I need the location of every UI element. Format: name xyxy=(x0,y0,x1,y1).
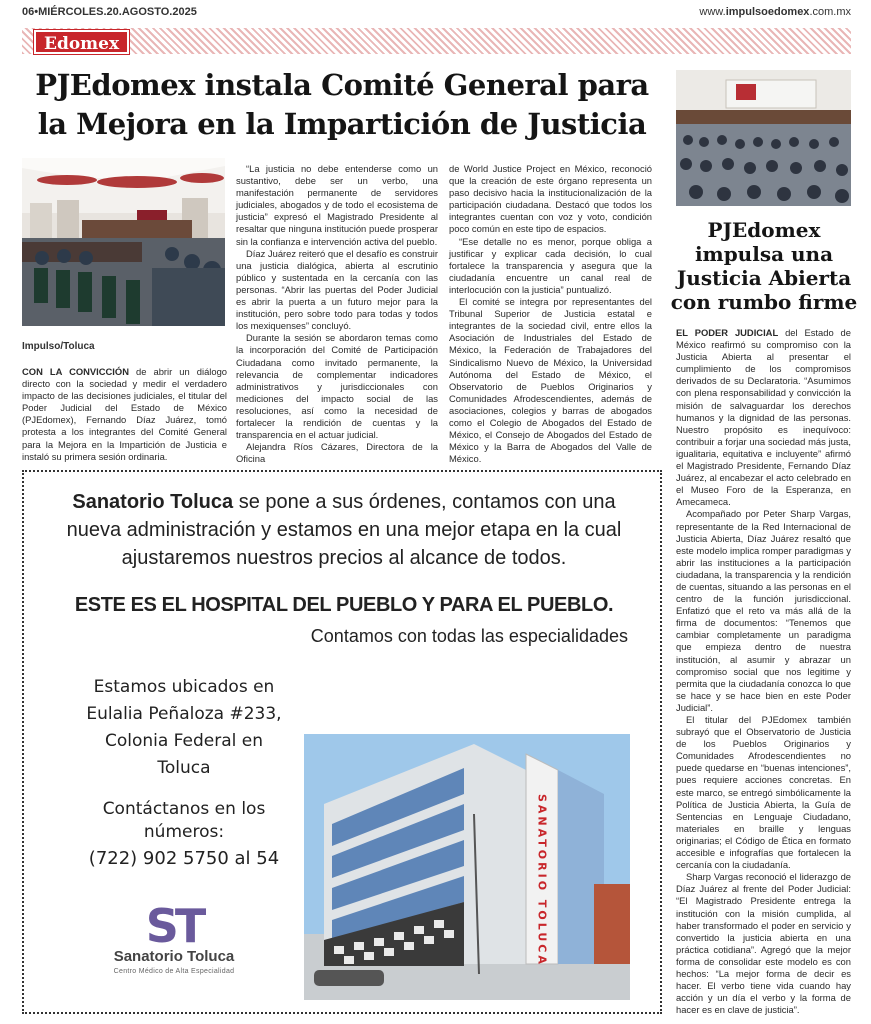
ad-contact-line: números: xyxy=(143,822,225,842)
ad-address xyxy=(54,674,314,782)
side-lead-kicker: EL PODER JUDICIAL xyxy=(676,327,779,338)
paragraph: Alejandra Ríos Cázares, Directora de la Oficina xyxy=(236,441,438,465)
ad-specialties: Contamos con todas las especialidades xyxy=(310,626,628,646)
site-url-prefix: www. xyxy=(699,6,726,18)
article-col-1 xyxy=(22,366,227,463)
main-headline: PJEdomex instala Comité General para la Mejora en la Impartición de Justicia xyxy=(35,68,649,141)
photo-caption: Impulso/Toluca xyxy=(22,341,95,352)
paragraph: Sharp Vargas reconoció el liderazgo de Díaz Juárez al frente del Poder Judicial: “El Magistrado Presidente entrega la institución con la misión cumplida, al haber transformado el poder en servicio y convertido la justicia abierta en una práctica cotidiana”. Agregó que la mejor forma de consolidar este modelo es con hechos: “La mejor forma de decir es hacer. El verbo tiene vida cuando hay acción y un día el verbo y la forma de hacer es en clave de justicia”. xyxy=(676,871,851,1016)
side-lead-text: del Estado de México reafirmó su compromiso con la Justicia Abierta al presentar el cumplimiento de los compromisos derivados de su Declaratoria. “Asumimos con plena responsabilidad y convicción la misión de salvaguardar los derechos humanos y la dignidad de las personas. Nuestro propósito es inequívoco: contribuir a forjar una sociedad más justa, igualitaria, equitativa e incluyente” afirmó el Magistrado Presidente, Fernando Díaz Juárez, al encabezar el acto celebrado en el Museo Foro de la Esperanza, en Amecameca. xyxy=(676,327,851,508)
section-band xyxy=(22,28,851,54)
article-col-2 xyxy=(236,163,438,465)
ad-contact-line: Contáctanos en los xyxy=(102,799,266,819)
ad-intro xyxy=(44,488,644,572)
ad-address-line: Eulalia Peñaloza #233, xyxy=(86,704,282,724)
ad-logo-name: Sanatorio Toluca xyxy=(113,948,235,965)
ad-intro-text: se pone a sus órdenes, contamos con una nueva administración y estamos en una mejor etapa en la cual ajustaremos nuestros precios al alcance de todos. xyxy=(66,491,622,569)
side-lead-paragraph xyxy=(676,327,851,508)
ad-address-line: Toluca xyxy=(157,758,211,778)
side-headline: PJEdomex impulsa una Justicia Abierta con rumbo firme xyxy=(670,218,858,314)
side-article-body xyxy=(676,327,851,1016)
ad-logo-subtitle: Centro Médico de Alta Especialidad xyxy=(113,968,235,975)
paragraph: El comité se integra por representantes del Tribunal Superior de Justicia estatal e integrantes de la sociedad civil, entre ellos la Asociación de Industriales del Estado de México, la Federación de Trabajadores del Sindicalismo Nuevo de México, la Universidad Autónoma del Estado de México, el Observatorio de Pueblos Originarios y Comunidades Afrodescendientes, además de asociaciones, colegios y barras de abogados como el Colegio de Abogados del Estado de México, el Consejo de Abogados del Estado de México y la Barra de Abogados del Valle de México. xyxy=(449,296,652,465)
paragraph: “La justicia no debe entenderse como un sustantivo, debe ser un verbo, una manifestación permanente de servidores judiciales, abogados y de todo el ecosistema de justicia” expresó el Magistrado Presidente al resaltar que ninguna institución puede prosperar sin la confianza e intervención activa del pueblo. xyxy=(236,163,438,247)
ad-contact xyxy=(54,798,314,844)
ad-phone[interactable]: (722) 902 5750 al 54 xyxy=(88,848,280,869)
paragraph: Díaz Juárez reiteró que el desafío es construir una justicia dialógica, abierta al escrutinio público y sustentada en la cercanía con las personas. “Abrir las puertas del Poder Judicial es abrir la puerta a un futuro mejor para la institución, pero sobre todo para todas y todos los mexiquenses” concluyó. xyxy=(236,247,438,332)
paragraph: de World Justice Project en México, reconoció que la creación de este órgano representa un paso decisivo hacia la institucionalización de la participación ciudadana. Destacó que todos los integrantes cuentan con voz y voto, condición poco común en este tipo de espacios. xyxy=(449,163,652,235)
event-photo xyxy=(676,70,851,206)
section-tag: Edomex xyxy=(34,30,129,54)
article-col-3 xyxy=(449,163,652,465)
hospital-building-photo xyxy=(304,734,630,1000)
site-url[interactable] xyxy=(699,6,851,18)
ad-brand: Sanatorio Toluca xyxy=(72,491,234,513)
site-url-suffix: .com.mx xyxy=(809,6,851,18)
paragraph: “Ese detalle no es menor, porque obliga a justificar y explicar cada decisión, lo cual fortalece la transparencia y asegura que la ciudadanía encuentre un canal real de interlocución con la justicia” puntualizó. xyxy=(449,235,652,295)
logo-letters: ST xyxy=(145,902,203,948)
sanatorio-ad xyxy=(22,470,662,1014)
paragraph: Acompañado por Peter Sharp Vargas, representante de la Red Internacional de Justicia Abierta, Díaz Juárez resaltó que este modelo implica romper paradigmas y abrir las instituciones a la participación ciudadana, la transparencia y la rendición de cuentas, situando a las personas en el centro de la función jurisdiccional. Enfatizó que el reto va más allá de la firma de documentos: “Tenemos que cambiar completamente un paradigma que empieza dentro de nuestra institución, al asumir y abrazar un compromiso social que nos legitime y permita que la ciudadanía conozca lo que se hace y se hace bien en este Poder Judicial”. xyxy=(676,508,851,713)
lead-paragraph xyxy=(22,366,227,463)
ad-address-line: Colonia Federal en xyxy=(104,731,264,751)
building-sign: SANATORIO TOLUCA xyxy=(535,794,549,967)
page-date: 06•MIÉRCOLES.20.AGOSTO.2025 xyxy=(22,6,197,18)
lead-text: de abrir un diálogo directo con la sociedad y medir el verdadero impacto de las decisiones judiciales, el titular del Poder Judicial del Estado de México (PJEdomex), Fernando Díaz Juárez, tomó protesta a los integrantes del Comité General para la Mejora en la Impartición de Justicia e instaló su primera sesión ordinaria. xyxy=(22,366,228,462)
ad-slogan: ESTE ES EL HOSPITAL DEL PUEBLO Y PARA EL PUEBLO. xyxy=(74,594,614,616)
ad-address-line: Estamos ubicados en xyxy=(93,677,275,697)
paragraph: El titular del PJEdomex también subrayó que el Observatorio de Justicia de los Pueblos Originarios y Comunidades Afrodescendientes no puede quedarse en “buenas intenciones”, pues requiere acciones concretas. En este marco, se entregó simbólicamente la Política de Justicia Abierta, la Guía de Sentencias en Lenguaje Ciudadano, materiales en braille y lenguas originarias; el Código de Ética en formato accesible e infografías que fortalecen la cercanía con la ciudadanía. xyxy=(676,714,851,871)
paragraph: Durante la sesión se abordaron temas como la incorporación del Comité de Participación Ciudadana como invitado permanente, la relevancia de complementar indicadores administrativos y jurisdiccionales con mediciones del impacto social de las resoluciones, así como la necesidad de fortalecer la rendición de cuentas y la transparencia en el actuar judicial. xyxy=(236,332,438,441)
session-photo xyxy=(22,158,225,326)
sanatorio-logo-icon xyxy=(94,902,254,948)
lead-kicker: CON LA CONVICCIÓN xyxy=(22,366,129,377)
site-url-brand: impulsoedomex xyxy=(725,6,810,18)
